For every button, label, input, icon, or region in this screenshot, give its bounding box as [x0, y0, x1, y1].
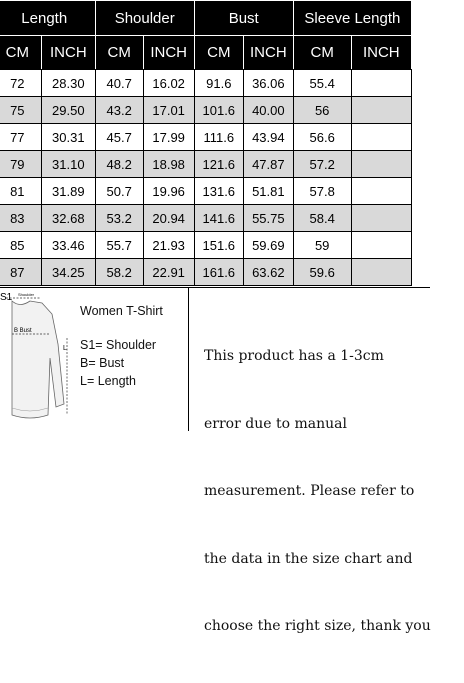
panel-divider — [188, 288, 189, 431]
table-row — [0, 97, 412, 124]
table-cell: 111.6 — [194, 124, 243, 151]
table-cell: 58.4 — [293, 205, 351, 232]
table-row — [0, 259, 412, 286]
table-cell: 55.7 — [95, 232, 143, 259]
header-length: Length — [0, 2, 95, 36]
table-cell — [351, 232, 411, 259]
table-cell: 83 — [0, 205, 41, 232]
unit-sleeve-cm: CM — [293, 36, 351, 70]
table-cell — [351, 205, 411, 232]
table-cell: 45.7 — [95, 124, 143, 151]
table-cell: 81 — [0, 178, 41, 205]
table-cell: 121.6 — [194, 151, 243, 178]
table-cell: 50.7 — [95, 178, 143, 205]
tshirt-outline — [12, 301, 64, 418]
table-cell: 17.01 — [143, 97, 194, 124]
table-cell: 40.00 — [243, 97, 293, 124]
tshirt-diagram — [0, 288, 72, 431]
table-cell: 33.46 — [41, 232, 95, 259]
table-cell: 56.6 — [293, 124, 351, 151]
table-cell: 47.87 — [243, 151, 293, 178]
table-cell: 63.62 — [243, 259, 293, 286]
note-line: error due to manual — [204, 415, 347, 432]
unit-length-inch: INCH — [41, 36, 95, 70]
info-panel — [0, 287, 431, 634]
table-cell: 57.8 — [293, 178, 351, 205]
table-cell: 51.81 — [243, 178, 293, 205]
table-cell: 75 — [0, 97, 41, 124]
legend-title: Women T-Shirt — [80, 304, 163, 318]
legend-bust: B= Bust — [80, 356, 125, 370]
bust-tag: B Bust — [14, 328, 32, 334]
table-cell: 20.94 — [143, 205, 194, 232]
table-cell: 19.96 — [143, 178, 194, 205]
table-cell: 48.2 — [95, 151, 143, 178]
table-cell: 32.68 — [41, 205, 95, 232]
table-cell: 87 — [0, 259, 41, 286]
s1-label: S1 — [0, 292, 13, 303]
table-cell: 77 — [0, 124, 41, 151]
table-cell: 28.30 — [41, 70, 95, 97]
legend-length: L= Length — [80, 374, 136, 388]
table-cell — [351, 178, 411, 205]
table-cell: 58.2 — [95, 259, 143, 286]
measurement-note — [204, 300, 464, 683]
legend-shoulder: S1= Shoulder — [80, 338, 157, 352]
table-cell: 161.6 — [194, 259, 243, 286]
table-cell: 79 — [0, 151, 41, 178]
table-cell: 141.6 — [194, 205, 243, 232]
table-cell: 16.02 — [143, 70, 194, 97]
size-table — [0, 1, 412, 286]
table-cell — [351, 124, 411, 151]
header-bust: Bust — [194, 2, 293, 36]
table-cell: 85 — [0, 232, 41, 259]
header-shoulder: Shoulder — [95, 2, 194, 36]
table-cell: 59.6 — [293, 259, 351, 286]
header-sleeve-length: Sleeve Length — [293, 2, 411, 36]
table-cell: 151.6 — [194, 232, 243, 259]
table-row — [0, 178, 412, 205]
table-row — [0, 70, 412, 97]
table-cell — [351, 151, 411, 178]
table-cell: 91.6 — [194, 70, 243, 97]
shoulder-tag: Shoulder — [18, 292, 35, 297]
note-line: choose the right size, thank you — [204, 618, 431, 634]
measurement-legend — [80, 302, 184, 390]
unit-length-cm: CM — [0, 36, 41, 70]
table-header-units — [0, 36, 412, 70]
note-line: the data in the size chart and — [204, 550, 413, 567]
table-cell: 36.06 — [243, 70, 293, 97]
table-cell — [351, 259, 411, 286]
unit-bust-inch: INCH — [243, 36, 293, 70]
table-cell: 34.25 — [41, 259, 95, 286]
table-cell: 59.69 — [243, 232, 293, 259]
table-cell: 55.75 — [243, 205, 293, 232]
unit-sleeve-inch: INCH — [351, 36, 411, 70]
length-tag: L — [63, 345, 67, 352]
table-cell — [351, 70, 411, 97]
table-cell: 43.94 — [243, 124, 293, 151]
table-cell: 18.98 — [143, 151, 194, 178]
table-cell: 31.89 — [41, 178, 95, 205]
table-cell: 21.93 — [143, 232, 194, 259]
table-cell: 59 — [293, 232, 351, 259]
table-header-groups — [0, 2, 412, 36]
table-cell: 55.4 — [293, 70, 351, 97]
table-body — [0, 70, 412, 286]
table-row — [0, 124, 412, 151]
table-row — [0, 205, 412, 232]
table-row — [0, 151, 412, 178]
table-row — [0, 232, 412, 259]
table-cell: 57.2 — [293, 151, 351, 178]
unit-bust-cm: CM — [194, 36, 243, 70]
table-cell: 17.99 — [143, 124, 194, 151]
table-cell: 53.2 — [95, 205, 143, 232]
table-cell: 43.2 — [95, 97, 143, 124]
table-cell: 72 — [0, 70, 41, 97]
table-cell: 22.91 — [143, 259, 194, 286]
unit-shoulder-inch: INCH — [143, 36, 194, 70]
table-cell: 40.7 — [95, 70, 143, 97]
table-cell: 56 — [293, 97, 351, 124]
unit-shoulder-cm: CM — [95, 36, 143, 70]
table-cell: 131.6 — [194, 178, 243, 205]
note-line: measurement. Please refer to — [204, 483, 415, 499]
table-cell: 31.10 — [41, 151, 95, 178]
note-line: This product has a 1-3cm — [204, 348, 384, 364]
table-cell: 101.6 — [194, 97, 243, 124]
table-cell: 29.50 — [41, 97, 95, 124]
table-cell — [351, 97, 411, 124]
table-cell: 30.31 — [41, 124, 95, 151]
